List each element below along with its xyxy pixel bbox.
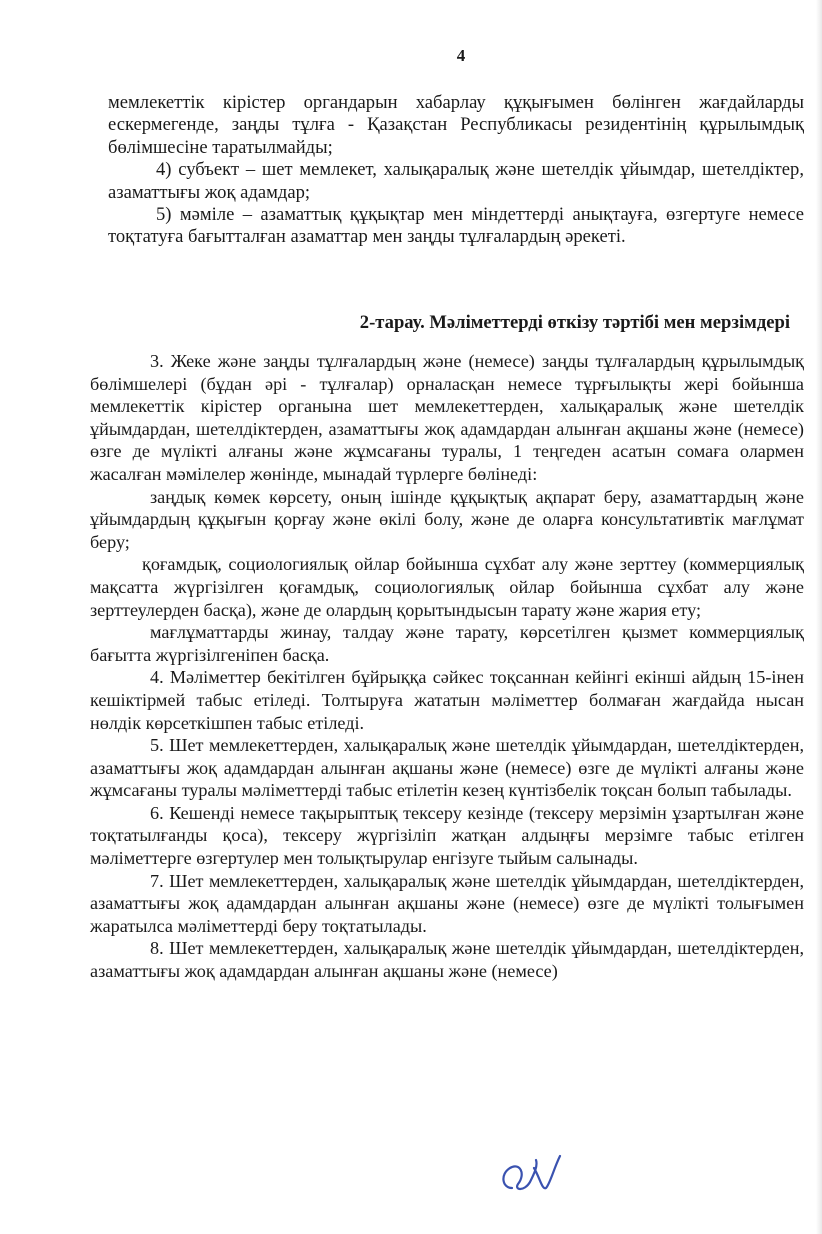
chapter-heading: 2-тарау. Мәліметтерді өткізу тәртібі мен мерзімдері bbox=[359, 312, 790, 333]
paragraph-4: 4. Мәліметтер бекітілген бұйрыққа сәйкес тоқсаннан кейінгі екінші айдың 15-інен кешіктірмей табыс етіледі. Толтыруға жататын мәліметтер болмаған жағдайда нысан нөлдік көрсеткішпен табыс етіледі. bbox=[90, 667, 804, 733]
paragraph-3-item-surveys: қоғамдық, социологиялық ойлар бойынша сұхбат алу және зерттеу (коммерциялық мақсатта жүргізілген қоғамдық, социологиялық ойлар бойынша сұхбат алу және зерттеулерден басқа), және де олардың қорытындысын тарату және жария ету; bbox=[90, 554, 804, 620]
page-number: 4 bbox=[456, 46, 466, 65]
signature-stroke bbox=[503, 1156, 560, 1189]
paragraph-5: 5. Шет мемлекеттерден, халықаралық және шетелдік ұйымдардан, шетелдіктерден, азаматтығы жоқ адамдардан алынған ақшаны және (немесе) өзге де мүлікті алғаны және жұмсағаны туралы мәліметтерді табыс етілетін кезең күнтізбелік тоқсан болып табылады. bbox=[90, 735, 804, 801]
paragraph-3-item-data-collection: мағлұматтарды жинау, талдау және тарату, көрсетілген қызмет коммерциялық бағытта жүргізілгеніпен басқа. bbox=[90, 622, 804, 665]
paragraph-7: 7. Шет мемлекеттерден, халықаралық және шетелдік ұйымдардан, шетелдіктерден, азаматтығы жоқ адамдардан алынған ақшаны және (немесе) өзге де мүлікті толығымен жаратылса мәліметтерді беру тоқтатылады. bbox=[90, 870, 804, 936]
scan-edge bbox=[816, 0, 822, 1234]
paragraph-3-item-legal-help: заңдық көмек көрсету, оның ішінде құқықтық ақпарат беру, азаматтардың және ұйымдардың құқығын қорғау және өкілі болу, және де оларға консультативтік мағлұмат беру; bbox=[90, 486, 804, 552]
paragraph-3: 3. Жеке және заңды тұлғалардың және (немесе) заңды тұлғалардың құрылымдық бөлімшелері (бұдан әрі - тұлғалар) орналасқан немесе тұрғылықты жері бойынша мемлекеттік кірістер органына шет мемлекеттерден, халықаралық және шетелдік ұйымдардан, шетелдіктерден, азаматтығы жоқ адамдардан алынған ақшаны және (немесе) өзге де мүлікті алғаны және жұмсағаны туралы, 1 теңгеден асатын сомаға олармен жасалған мәмілелер жөнінде, мынадай түрлерге бөлінеді: bbox=[90, 351, 804, 484]
intro-paragraph-continuation: мемлекеттік кірістер органдарын хабарлау құқығымен бөлінген жағдайларды ескермегенде, заңды тұлға - Қазақстан Республикасы резидентінің құрылымдық бөлімшесіне таратылмайды; bbox=[108, 92, 804, 158]
paragraph-8: 8. Шет мемлекеттерден, халықаралық және шетелдік ұйымдардан, шетелдіктерден, азаматтығы жоқ адамдардан алынған ақшаны және (немесе) bbox=[90, 938, 804, 982]
signature-mark bbox=[494, 1144, 574, 1204]
intro-block bbox=[108, 92, 804, 249]
intro-paragraph-transaction: 5) мәміле – азаматтық құқықтар мен міндеттерді анықтауға, өзгертуге немесе тоқтатуға бағытталған азаматтар мен заңды тұлғалардың әрекеті. bbox=[108, 204, 804, 248]
intro-paragraph-subject: 4) субъект – шет мемлекет, халықаралық және шетелдік ұйымдар, шетелдіктер, азаматтығы жоқ адамдар; bbox=[108, 159, 804, 203]
chapter-body bbox=[90, 350, 804, 983]
paragraph-6: 6. Кешенді немесе тақырыптық тексеру кезінде (тексеру мерзімін ұзартылған және тоқтатылғанды қоса), тексеру жүргізіліп жатқан алдыңғы мерзімге табыс етілген мәліметтерге өзгертулер мен толықтырулар енгізуге тыйым салынады. bbox=[90, 802, 804, 869]
